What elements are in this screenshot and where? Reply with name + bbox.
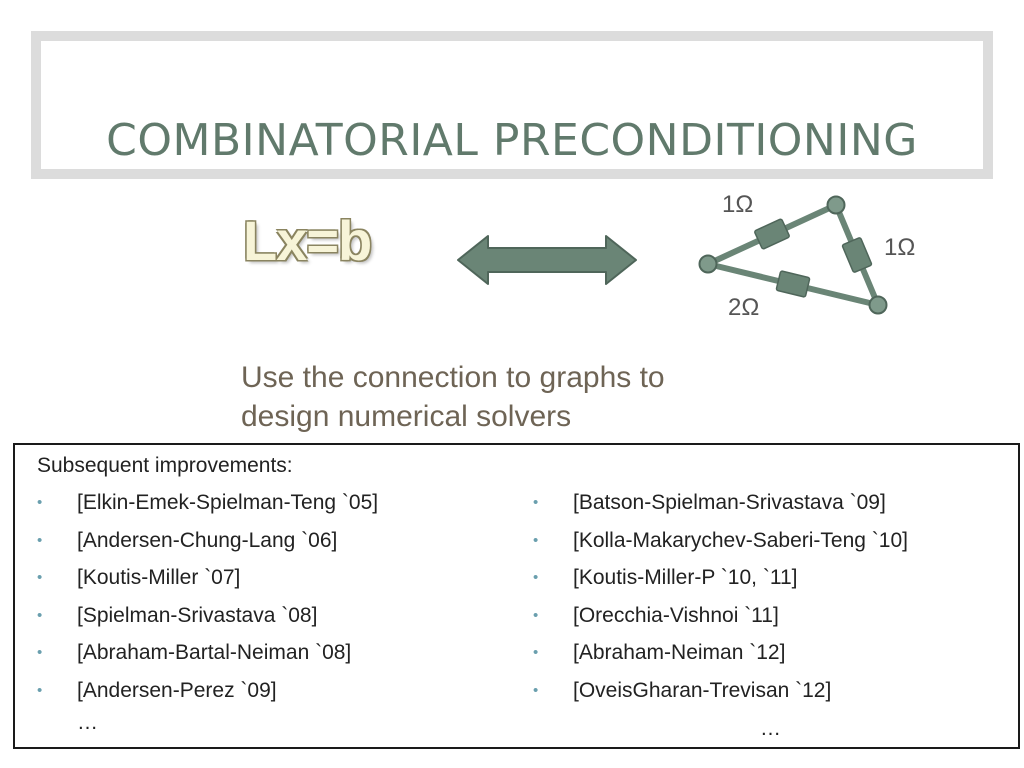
reference-text: [OveisGharan-Trevisan `12] (573, 678, 832, 702)
list-item (37, 597, 378, 635)
list-item (37, 522, 378, 560)
bullet-icon: • (37, 569, 43, 586)
double-arrow-icon (456, 234, 638, 286)
list-item (533, 559, 908, 597)
bullet-icon: • (533, 644, 539, 661)
resistor-bottom-label: 2Ω (728, 294, 760, 321)
resistor-bottom-icon (776, 271, 810, 297)
references-right-column (533, 484, 908, 709)
reference-text: [Batson-Spielman-Srivastava `09] (573, 491, 886, 514)
slide-title: COMBINATORIAL PRECONDITIONING (106, 115, 918, 166)
bullet-icon: • (533, 569, 539, 586)
reference-text: [Orecchia-Vishnoi `11] (573, 603, 779, 627)
list-item (37, 634, 378, 672)
equation-lx-b: Lx=b (243, 209, 372, 272)
resistor-right-label: 1Ω (884, 234, 916, 261)
resistor-top-icon (754, 219, 790, 250)
references-heading: Subsequent improvements: (37, 454, 293, 477)
references-left-column (37, 484, 378, 709)
subtitle (241, 358, 665, 436)
bullet-icon: • (533, 606, 539, 624)
bullet-icon: • (533, 531, 539, 549)
graph-node-right (870, 297, 887, 314)
list-item (533, 634, 908, 672)
reference-text: [Abraham-Neiman `12] (573, 641, 786, 664)
bullet-icon: • (37, 531, 43, 549)
reference-text: [Andersen-Perez `09] (77, 678, 277, 702)
graph-node-top (828, 197, 845, 214)
title-frame (31, 31, 993, 179)
list-item (533, 522, 908, 560)
subtitle-line-1: Use the connection to graphs to (241, 361, 665, 394)
list-item (533, 672, 908, 710)
reference-text: [Koutis-Miller `07] (77, 566, 241, 589)
references-box (13, 443, 1020, 749)
list-item (37, 484, 378, 522)
graph-node-left (700, 256, 717, 273)
bullet-icon: • (37, 681, 43, 699)
bullet-icon: • (37, 606, 43, 624)
bullet-icon: • (37, 644, 43, 661)
resistor-right-icon (842, 237, 872, 272)
title-inner (41, 41, 983, 169)
reference-text: [Andersen-Chung-Lang `06] (77, 528, 338, 552)
bullet-icon: • (533, 681, 539, 699)
bullet-icon: • (533, 494, 539, 511)
list-item (37, 559, 378, 597)
bullet-icon: • (37, 494, 43, 511)
resistor-top-label: 1Ω (722, 191, 754, 218)
list-item (533, 597, 908, 635)
ellipsis-left: … (77, 711, 98, 734)
list-item (533, 484, 908, 522)
reference-text: [Abraham-Bartal-Neiman `08] (77, 641, 352, 664)
reference-text: [Elkin-Emek-Spielman-Teng `05] (77, 491, 379, 514)
ellipsis-right: … (760, 717, 781, 740)
subtitle-line-2: design numerical solvers (241, 400, 572, 433)
reference-text: [Spielman-Srivastava `08] (77, 603, 318, 627)
reference-text: [Kolla-Makarychev-Saberi-Teng `10] (573, 528, 908, 552)
list-item (37, 672, 378, 710)
reference-text: [Koutis-Miller-P `10, `11] (573, 566, 798, 589)
